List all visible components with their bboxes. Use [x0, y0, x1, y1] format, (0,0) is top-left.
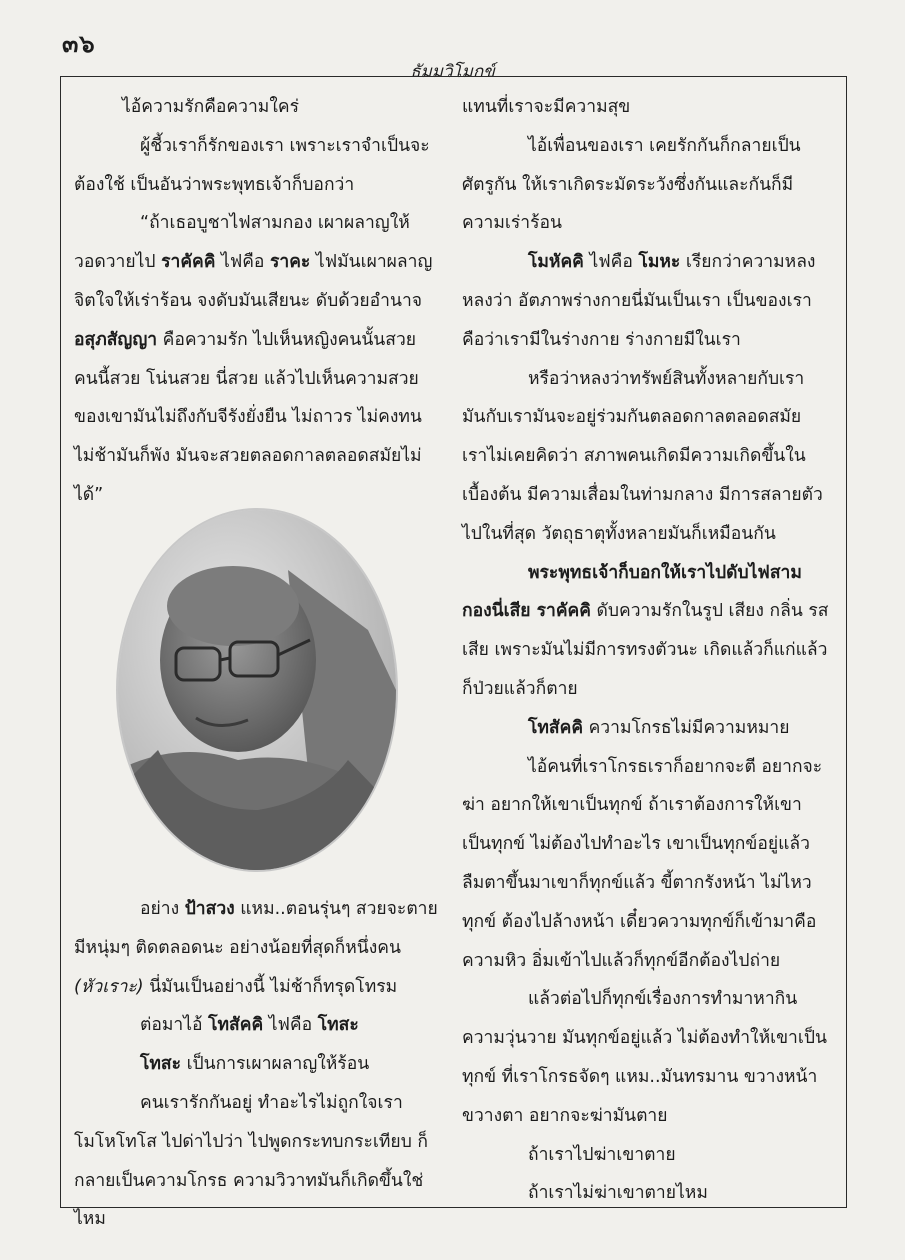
term-ragaggi: ราคัคคิ — [536, 601, 591, 622]
term-dosa: โทสะ — [317, 1015, 359, 1036]
running-title: ธัมมวิโมกข์ — [410, 62, 495, 82]
text-run: “ถ้าเธอบูชาไฟสามกอง เผาผลาญให้วอดวายไป — [74, 213, 410, 273]
text-run: เป็นการเผาผลาญให้ร้อน — [181, 1054, 370, 1075]
paragraph — [74, 1006, 442, 1045]
term-dosaggi: โทสัคคิ — [208, 1015, 264, 1036]
text-run: อย่าง — [140, 899, 185, 919]
paragraph: คนเรารักกันอยู่ ทำอะไรไม่ถูกใจเราโมโหโทโส ไปด่าไปว่า ไปพูดกระทบกระเทียบ ก็กลายเป็นความโกรธ ความวิวาทมันก็เกิดขึ้นใช่ไหม — [74, 1092, 428, 1230]
text-run: เรียกว่าความหลง หลงว่า อัตภาพร่างกายนี่มันเป็นเรา เป็นของเรา คือว่าเรามีในร่างกาย ร่างกายมีในเรา — [462, 252, 816, 350]
paragraph: แทนที่เราจะมีความสุข — [462, 97, 631, 117]
paragraph — [462, 243, 830, 359]
monk-portrait-photo — [118, 510, 396, 870]
quote-paragraph — [74, 204, 442, 514]
term-ragaggi: ราคัคคิ — [161, 252, 216, 273]
paragraph: ถ้าเราไปฆ่าเขาตาย — [528, 1144, 676, 1165]
name-pa-suang: ป้าสวง — [184, 899, 235, 919]
paragraph: หรือว่าหลงว่าทรัพย์สินทั้งหลายกับเรา มันกับเรามันจะอยู่ร่วมกันตลอดกาลตลอดสมัย เราไม่เคยคิดว่า สภาพคนเกิดมีความเกิดขึ้นในเบื้องต้น มีความเสื่อมในท่ามกลาง มีการสลายตัวไปในที่สุด วัตถุธาตุทั้งหลายมันก็เหมือนกัน — [462, 368, 823, 544]
paragraph: ต้องใช้ เป็นอันว่าพระพุทธเจ้าก็บอกว่า — [74, 174, 355, 195]
text-run: นี่มันเป็นอย่างนี้ ไม่ช้าก็ทรุดโทรม — [143, 976, 398, 997]
text-run: ความโกรธไม่มีความหมาย — [583, 717, 790, 738]
text-run: ไฟคือ — [583, 252, 639, 273]
paragraph — [74, 890, 442, 1006]
right-column — [462, 88, 830, 1213]
text-run: ดับความรักในรูป เสียง กลิ่น รส เสีย เพราะมันไม่มีการทรงตัวนะ เกิดแล้วก็แก่แล้วก็ป่วยแล้วก็ตาย — [462, 601, 829, 699]
page-number: ๓๖ — [62, 30, 96, 58]
text-run: ไฟคือ — [263, 1015, 318, 1036]
left-column-bottom — [74, 890, 442, 1239]
laugh-note: (หัวเราะ) — [74, 976, 144, 997]
paragraph: ผู้ชี้วเราก็รักของเรา เพราะเราจำเป็นจะ — [140, 135, 430, 156]
paragraph — [74, 1045, 442, 1084]
paragraph — [462, 554, 830, 709]
term-dosa: โทสะ — [140, 1054, 182, 1075]
paragraph: ไอ้ความรักคือความใคร่ — [122, 97, 299, 117]
paragraph: แล้วต่อไปก็ทุกข์เรื่องการทำมาหากิน ความวุ่นวาย มันทุกข์อยู่แล้ว ไม่ต้องทำให้เขาเป็นทุกข์ ที่เราโกรธจัดๆ แหม..มันทรมาน ขวางหน้าขวางตา อยากจะฆ่ามันตาย — [462, 989, 827, 1126]
paragraph: ไอ้เพื่อนของเรา เคยรักกันก็กลายเป็นศัตรูกัน ให้เราเกิดระมัดระวังซึ่งกันและกันก็มีความเร่าร้อน — [462, 135, 801, 234]
text-run: แหม..ตอนรุ่นๆ สวยจะตายมีหนุ่มๆ ติดตลอดนะ อย่างน้อยที่สุดก็หนึ่งคน — [74, 899, 438, 958]
term-dosaggi: โทสัคคิ — [528, 717, 584, 738]
term-asubha: อสุภสัญญา — [74, 329, 158, 350]
paragraph — [462, 709, 830, 748]
left-column — [74, 88, 442, 515]
text-run: ไฟคือ — [215, 252, 270, 273]
paragraph: ไอ้คนที่เราโกรธเราก็อยากจะตี อยากจะฆ่า อยากให้เขาเป็นทุกข์ ถ้าเราต้องการให้เขาเป็นทุกข์ ไม่ต้องไปทำอะไร เขาเป็นทุกข์อยู่แล้ว ลืมตาขึ้นมาเขาก็ทุกข์แล้ว ขี้ตากรังหน้า ไม่ไหวทุกข์ ต้องไปล้างหน้า เดี๋ยวความทุกข์ก็เข้ามาคือความหิว อิ่มเข้าไปแล้วก็ทุกข์อีกต้องไปถ่าย — [462, 756, 823, 971]
term-raga: ราคะ — [270, 252, 311, 273]
text-run: ต่อมาไอ้ — [140, 1015, 209, 1036]
text-run: ไฟมันเผาผลาญจิตใจให้เร่าร้อน จงดับมันเสียนะ ดับด้วยอำนาจ — [74, 252, 433, 311]
buddha-phrase: พระพุทธเจ้าก็บอกให้เราไปดับไฟสามกองนี่เสีย — [462, 562, 802, 622]
text-run: คือความรัก ไปเห็นหญิงคนนั้นสวย คนนี้สวย โน่นสวย นี่สวย แล้วไปเห็นความสวยของเขามันไม่ถึงกับจีรังยั่งยืน ไม่ถาวร ไม่คงทน ไม่ช้ามันก็พัง มันจะสวยตลอดกาลตลอดสมัยไม่ได้” — [74, 329, 422, 505]
term-moha: โมหะ — [638, 252, 681, 273]
paragraph: ถ้าเราไม่ฆ่าเขาตายไหม — [528, 1183, 708, 1204]
term-mohaggi: โมหัคคิ — [528, 252, 584, 273]
